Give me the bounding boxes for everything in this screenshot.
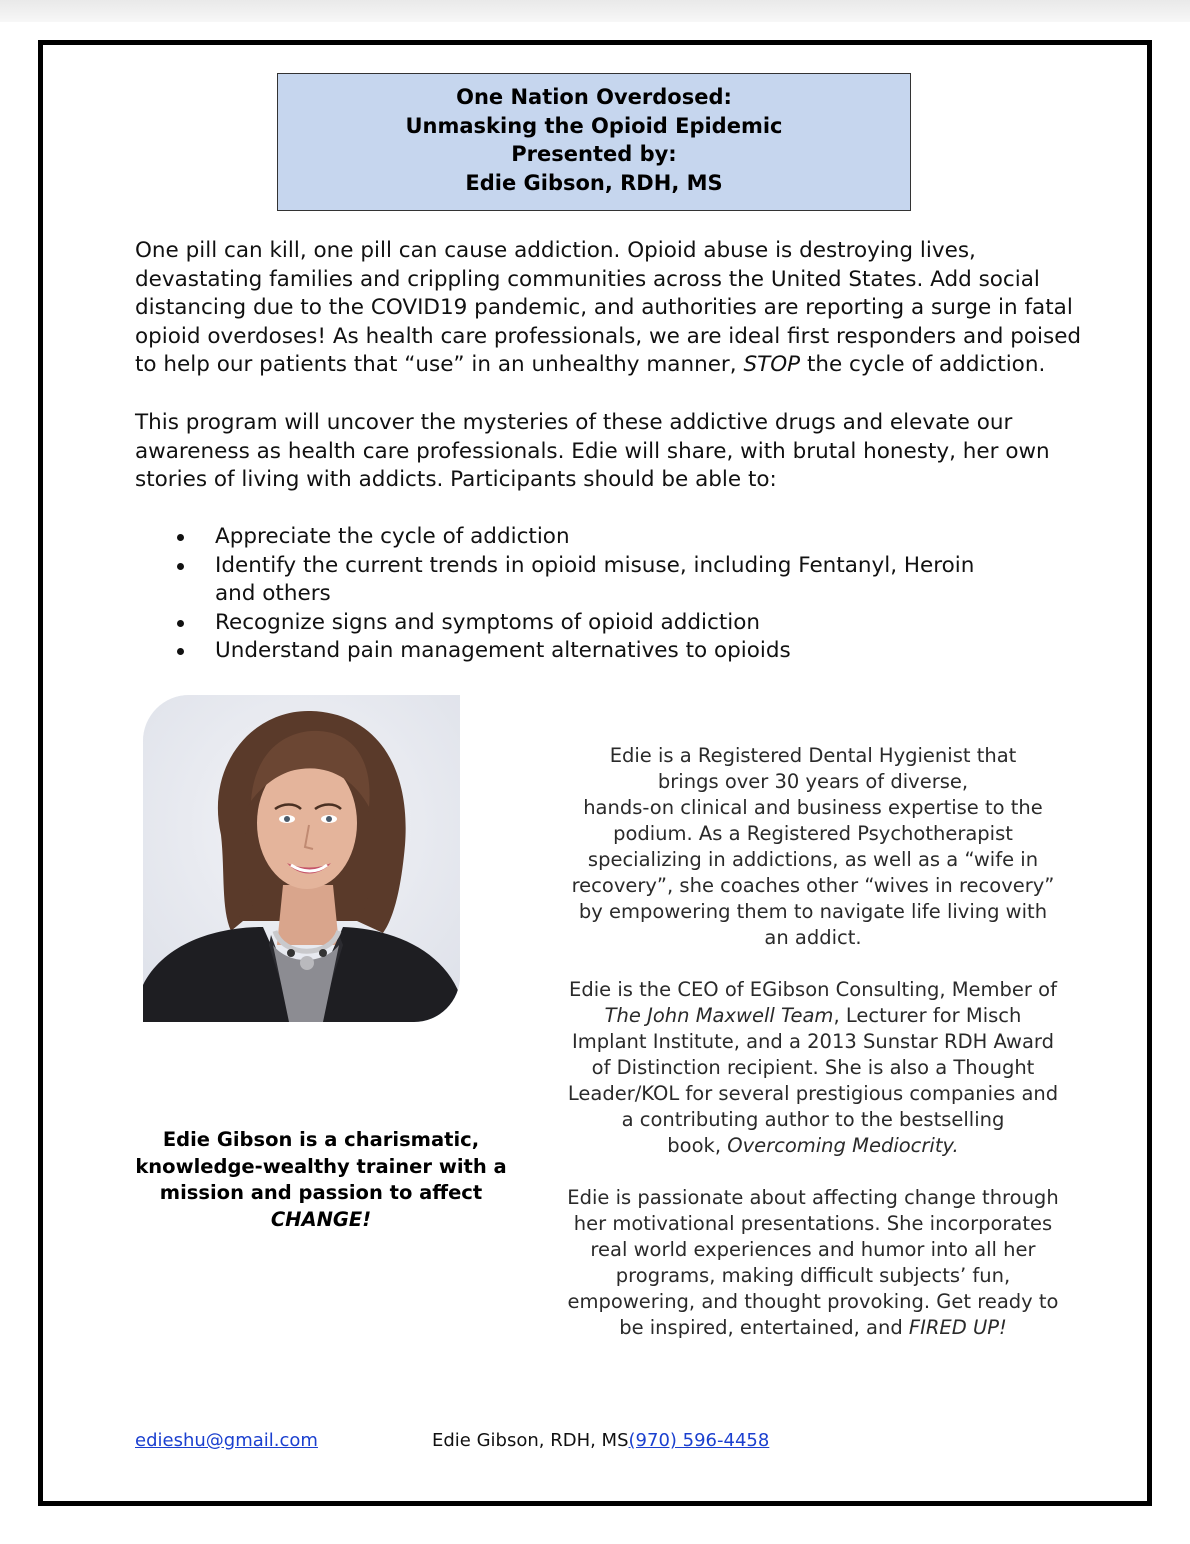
bio-text: be inspired, entertained, and [619, 1316, 909, 1339]
intro-line: distancing due to the COVID19 pandemic, and authorities are reporting a surge in fatal [135, 295, 1073, 320]
objective-text: Recognize signs and symptoms of opioid addiction [215, 609, 761, 635]
intro-line: opioid overdoses! As health care professionals, we are ideal first responders and poised [135, 323, 1082, 349]
intro-paragraph [135, 237, 1082, 380]
bio-line: hands-on clinical and business expertise to the [583, 796, 1043, 819]
list-item [173, 552, 993, 609]
bio-line [567, 1315, 1059, 1341]
bio-line: empowering, and thought provoking. Get ready to [567, 1290, 1059, 1313]
objectives-list [173, 523, 993, 666]
bio-line: real world experiences and humor into all her [590, 1238, 1036, 1261]
title-line-4: Edie Gibson, RDH, MS [465, 170, 723, 195]
book-title-emphasis: Overcoming Mediocrity. [727, 1134, 959, 1157]
intro-line: One pill can kill, one pill can cause addiction. Opioid abuse is destroying lives, [135, 238, 976, 263]
objective-text: Appreciate the cycle of addiction [215, 524, 570, 549]
program-paragraph [135, 409, 1065, 495]
objective-text: and others [215, 581, 331, 606]
bio-line: Edie is passionate about affecting change through [567, 1186, 1059, 1209]
bio-line [567, 1133, 1059, 1159]
email-link[interactable]: edieshu@gmail.com [135, 1430, 318, 1451]
program-line: This program will uncover the mysteries of these addictive drugs and elevate our [135, 410, 1013, 435]
maxwell-team-emphasis: The John Maxwell Team [604, 1004, 834, 1027]
bio-line: Edie is a Registered Dental Hygienist that [609, 744, 1017, 767]
program-line: stories of living with addicts. Participants should be able to: [135, 467, 777, 492]
bio-paragraph-3 [567, 1185, 1059, 1341]
stop-emphasis: STOP [743, 352, 801, 377]
bio-paragraph-1 [567, 743, 1059, 951]
bio-line: recovery”, she coaches other “wives in recovery” [571, 874, 1055, 897]
title-line-1: One Nation Overdosed: [456, 85, 732, 109]
bio-line: brings over 30 years of diverse, [657, 770, 969, 793]
footer-name: Edie Gibson, RDH, MS [432, 1430, 629, 1451]
list-item [173, 609, 993, 638]
intro-line: devastating families and crippling communities across the United States. Add social [135, 266, 1040, 292]
objective-text: Identify the current trends in opioid misuse, including Fentanyl, Heroin [215, 552, 975, 578]
bio-line: Implant Institute, and a 2013 Sunstar RDH Award [572, 1030, 1054, 1053]
bio-line: programs, making difficult subjects’ fun, [615, 1264, 1011, 1287]
program-line: awareness as health care professionals. Edie will share, with brutal honesty, her own [135, 438, 1050, 464]
presenter-tagline [129, 1127, 513, 1233]
bio-line: podium. As a Registered Psychotherapist [613, 822, 1013, 845]
bio-text: , Lecturer for Misch [833, 1004, 1022, 1027]
change-emphasis: CHANGE! [270, 1207, 372, 1231]
bio-line: specializing in addictions, as well as a “wife in [587, 848, 1039, 871]
presenter-photo [143, 695, 460, 1022]
bullet-icon [177, 648, 184, 655]
intro-line [135, 351, 1065, 380]
bio-line: her motivational presentations. She incorporates [573, 1212, 1053, 1235]
intro-text: the cycle of addiction. [800, 352, 1046, 377]
bio-paragraph-2 [567, 977, 1059, 1159]
footer-name-line [432, 1429, 769, 1453]
viewer-top-bar [0, 0, 1190, 22]
title-line-3: Presented by: [511, 142, 677, 166]
title-box [277, 73, 911, 211]
intro-text: to help our patients that “use” in an unhealthy manner, [135, 352, 744, 377]
tagline-line: knowledge-wealthy trainer with a [135, 1154, 507, 1178]
bullet-icon [177, 563, 184, 570]
bio-line: by empowering them to navigate life living with [578, 900, 1048, 923]
bullet-icon [177, 620, 184, 627]
bio-line: a contributing author to the bestselling [621, 1108, 1005, 1131]
flyer-page [38, 40, 1152, 1506]
objective-text: Understand pain management alternatives to opioids [215, 638, 791, 663]
phone-link[interactable]: (970) 596-4458 [628, 1430, 770, 1451]
bio-line: Edie is the CEO of EGibson Consulting, Member of [569, 978, 1057, 1001]
bio-line [567, 1003, 1059, 1029]
tagline-line [129, 1207, 513, 1234]
bio-text: book, [667, 1134, 728, 1157]
fired-up-emphasis: FIRED UP! [908, 1316, 1007, 1339]
portrait-illustration [143, 695, 460, 1022]
bullet-icon [177, 534, 184, 541]
list-item [173, 523, 993, 552]
bio-line: Leader/KOL for several prestigious companies and [567, 1082, 1059, 1105]
tagline-line: Edie Gibson is a charismatic, [162, 1128, 480, 1151]
bio-line: of Distinction recipient. She is also a Thought [591, 1056, 1035, 1079]
list-item [173, 637, 993, 666]
tagline-line: mission and passion to affect [159, 1181, 483, 1204]
title-line-2: Unmasking the Opioid Epidemic [405, 113, 783, 138]
bio-line: an addict. [764, 926, 862, 949]
